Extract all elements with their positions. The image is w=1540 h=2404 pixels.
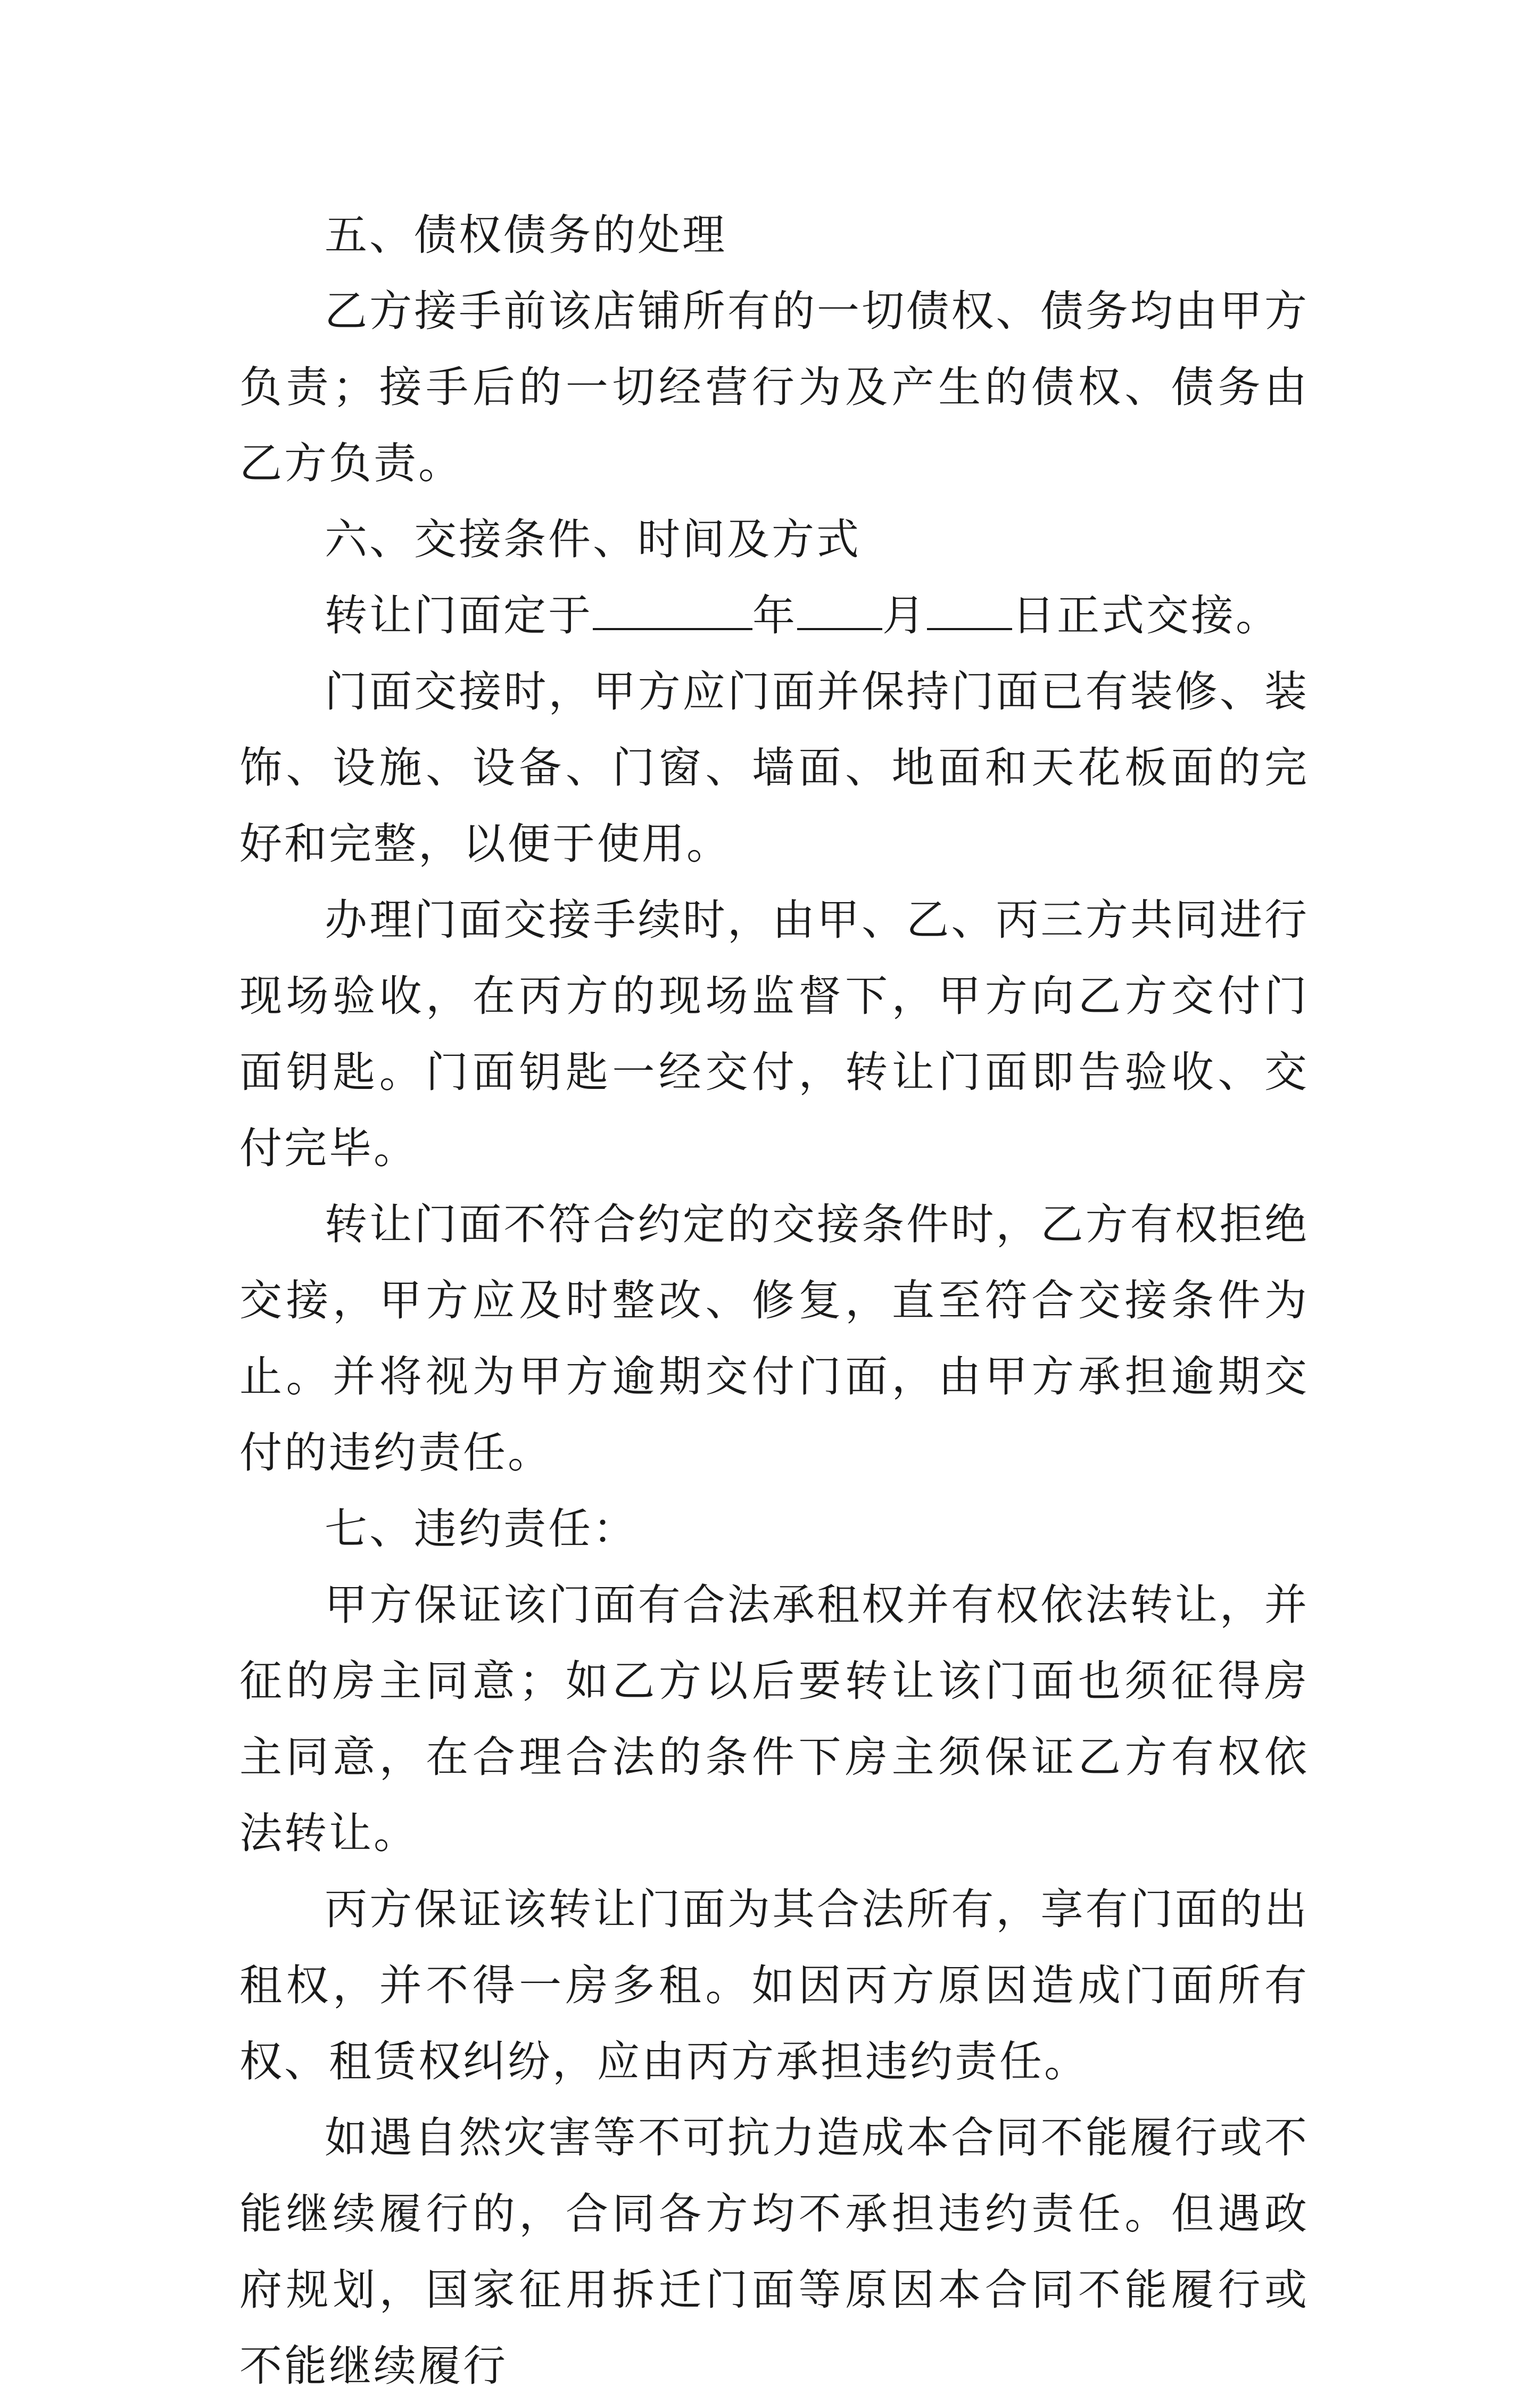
paragraph-debts: 乙方接手前该店铺所有的一切债权、债务均由甲方负责；接手后的一切经营行为及产生的债权、债务由乙方负责。 (239, 286, 1309, 488)
day-suffix: 日正式交接。 (1012, 591, 1280, 640)
paragraph-handover-date (239, 577, 1309, 654)
paragraph-force-majeure: 如遇自然灾害等不可抗力造成本合同不能履行或不能继续履行的，合同各方均不承担违约责任。但遇政府规划，国家征用拆迁门面等原因本合同不能履行或不能继续履行 (239, 2113, 1309, 2391)
month-blank (797, 591, 882, 630)
section-heading-liability: 七、违约责任： (325, 1504, 637, 1554)
document-body (239, 197, 1309, 2404)
section-heading-debts: 五、债权债务的处理 (325, 210, 727, 260)
paragraph-handover-procedure: 办理门面交接手续时，由甲、乙、丙三方共同进行现场验收，在丙方的现场监督下，甲方向乙方交付门面钥匙。门面钥匙一经交付，转让门面即告验收、交付完毕。 (239, 895, 1309, 1173)
year-label: 年 (752, 591, 797, 640)
day-blank (927, 591, 1012, 630)
paragraph-handover-refusal: 转让门面不符合约定的交接条件时，乙方有权拒绝交接，甲方应及时整改、修复，直至符合交接条件为止。并将视为甲方逾期交付门面，由甲方承担逾期交付的违约责任。 (239, 1200, 1309, 1477)
paragraph-liability-party-a: 甲方保证该门面有合法承租权并有权依法转让，并征的房主同意；如乙方以后要转让该门面也须征得房主同意，在合理合法的条件下房主须保证乙方有权依法转让。 (239, 1580, 1309, 1858)
paragraph-handover-condition: 门面交接时，甲方应门面并保持门面已有装修、装饰、设施、设备、门窗、墙面、地面和天花板面的完好和完整，以便于使用。 (239, 667, 1309, 869)
section-heading-handover: 六、交接条件、时间及方式 (325, 515, 861, 564)
handover-date-prefix: 转让门面定于 (325, 591, 593, 640)
year-blank (593, 591, 752, 630)
paragraph-liability-party-c: 丙方保证该转让门面为其合法所有，享有门面的出租权，并不得一房多租。如因丙方原因造成门面所有权、租赁权纠纷，应由丙方承担违约责任。 (239, 1885, 1309, 2086)
month-label: 月 (882, 591, 927, 640)
